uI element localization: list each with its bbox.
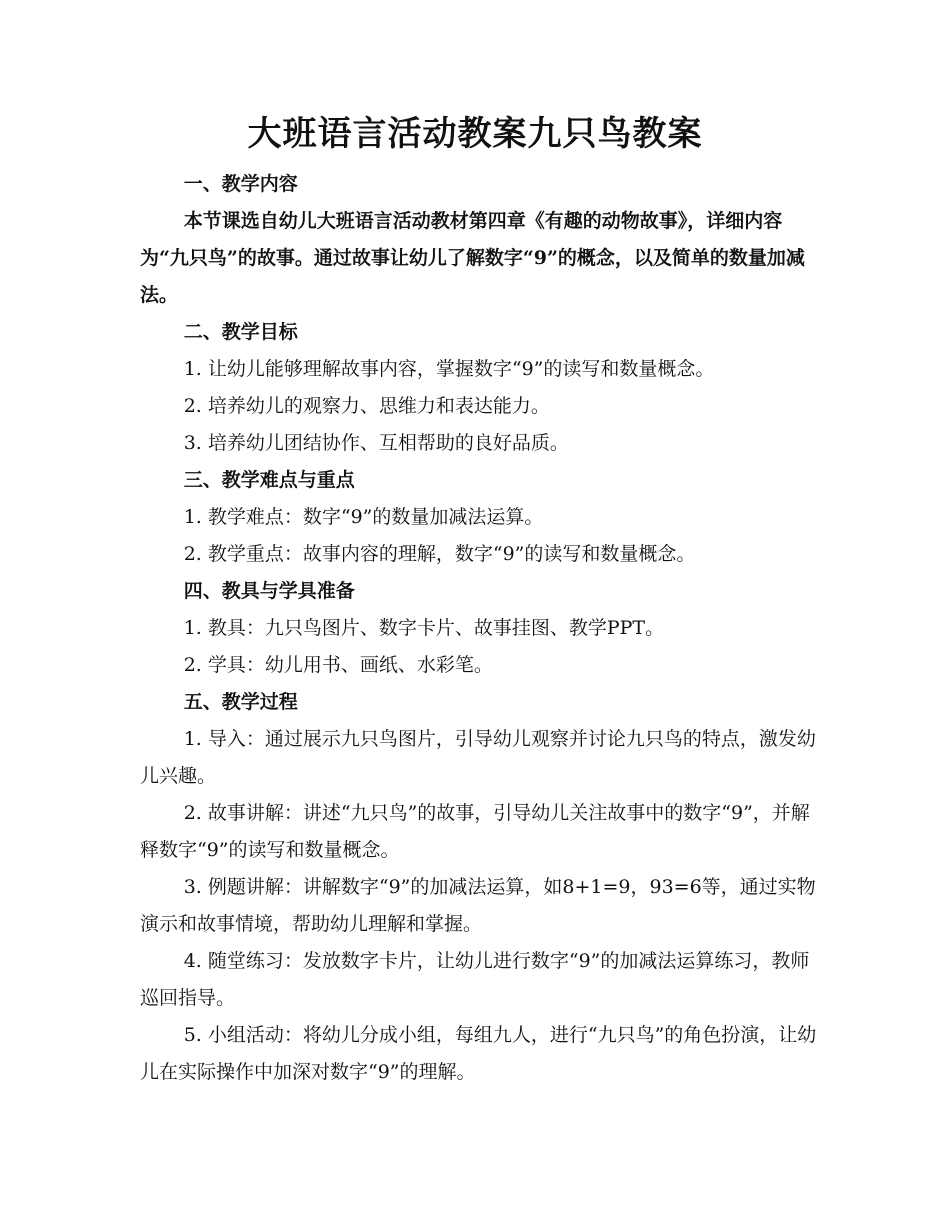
section-heading-content: 一、教学内容	[183, 173, 298, 195]
materials-item: 2. 学具：幼儿用书、画纸、水彩笔。	[183, 654, 493, 676]
content-paragraph: 本节课选自幼儿大班语言活动教材第四章《有趣的动物故事》，详细内容为“九只鸟”的故事。通过故事让幼儿了解数字“9”的概念，以及简单的数量加减法。	[140, 210, 805, 306]
process-item: 4. 随堂练习：发放数字卡片，让幼儿进行数字“9”的加减法运算练习，教师巡回指导。	[140, 950, 810, 1009]
section-heading-difficulty: 三、教学难点与重点	[183, 469, 355, 491]
section-heading-materials: 四、教具与学具准备	[183, 580, 355, 602]
process-item: 5. 小组活动：将幼儿分成小组，每组九人，进行“九只鸟”的角色扮演，让幼儿在实际操作中加深对数字“9”的理解。	[140, 1024, 817, 1083]
document-title: 大班语言活动教案九只鸟教案	[247, 114, 703, 154]
section-heading-process: 五、教学过程	[183, 691, 298, 713]
difficulty-item: 2. 教学重点：故事内容的理解，数字“9”的读写和数量概念。	[183, 543, 696, 565]
section-heading-goals: 二、教学目标	[183, 321, 298, 343]
process-item: 3. 例题讲解：讲解数字“9”的加减法运算，如8+1=9，93=6等，通过实物演示和故事情境，帮助幼儿理解和掌握。	[140, 876, 816, 935]
goal-item: 2. 培养幼儿的观察力、思维力和表达能力。	[183, 395, 550, 417]
process-item: 1. 导入：通过展示九只鸟图片，引导幼儿观察并讨论九只鸟的特点，激发幼儿兴趣。	[140, 728, 816, 787]
difficulty-item: 1. 教学难点：数字“9”的数量加减法运算。	[183, 506, 544, 528]
process-item: 2. 故事讲解：讲述“九只鸟”的故事，引导幼儿关注故事中的数字“9”，并解释数字“9”的读写和数量概念。	[140, 802, 810, 861]
document-body	[140, 166, 820, 1091]
materials-item: 1. 教具：九只鸟图片、数字卡片、故事挂图、教学PPT。	[183, 617, 665, 639]
goal-item: 3. 培养幼儿团结协作、互相帮助的良好品质。	[183, 432, 569, 454]
goal-item: 1. 让幼儿能够理解故事内容，掌握数字“9”的读写和数量概念。	[183, 358, 715, 380]
